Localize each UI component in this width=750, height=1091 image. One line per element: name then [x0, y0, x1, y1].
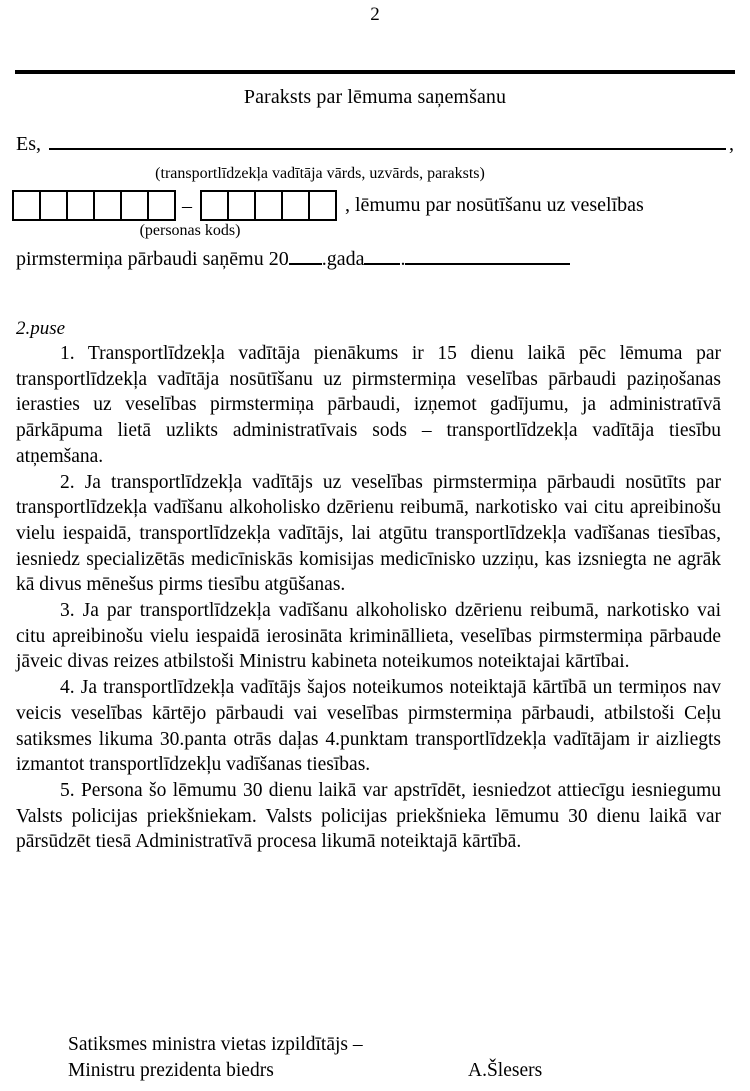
personal-code-box-right-2[interactable]: [227, 190, 256, 221]
page-number: 2: [370, 4, 380, 25]
personal-code-box-left-5[interactable]: [120, 190, 149, 221]
signer-name: A.Šlesers: [468, 1060, 543, 1081]
personal-code-box-left-6[interactable]: [147, 190, 176, 221]
personal-code-caption: (personas kods): [139, 222, 241, 239]
personal-code-box-left-4[interactable]: [93, 190, 122, 221]
received-mid-text: .gada: [321, 248, 365, 270]
personal-code-box-left-2[interactable]: [39, 190, 68, 221]
clause-1: 1. Transportlīdzekļa vadītāja pienākums ir 15 dienu laikā pēc lēmuma par transportlīdzekļa vadītāja nosūtīšanu uz pirmstermiņa veselības pārbaudi paziņošanas ierasties uz veselības pirmstermiņa pārbaudi, izņemot gadījumu, ja administratīvā pārkāpuma lietā uzlikts administratīvais sods – transportlīdzekļa vadītāja tiesību atņemšana.: [16, 343, 721, 467]
header-divider-rule: [15, 70, 735, 74]
personal-code-box-right-3[interactable]: [254, 190, 283, 221]
day-blank[interactable]: [364, 247, 400, 265]
decision-sentence-tail: , lēmumu par nosūtīšanu uz veselības: [345, 194, 644, 216]
clause-4: 4. Ja transportlīdzekļa vadītājs šajos noteikumos noteiktajā kārtībā un termiņos nav veicis veselības kārtējo pārbaudi vai veselības pirmstermiņa pārbaudi, atbilstoši Ceļu satiksmes likuma 30.panta otrās daļas 4.punktam transportlīdzekļa vadītājam ir aizliegts izmantot transportlīdzekļu vadīšanas tiesības.: [16, 677, 721, 776]
clause-3: 3. Ja par transportlīdzekļa vadīšanu alkoholisko dzērienu reibumā, narkotisko vai citu apreibinošu vielu iespaidā ierosināta krimināllieta, veselības pirmstermiņa pārbaude jāveic divas reizes atbilstoši Ministru kabineta noteikumos noteiktajai kārtībai.: [16, 600, 721, 673]
signer-role-line-2-row: [68, 1058, 688, 1084]
signature-block: [68, 1032, 688, 1084]
received-date-row: [16, 247, 570, 271]
received-dot: .: [400, 248, 406, 270]
clause-5: 5. Persona šo lēmumu 30 dienu laikā var apstrīdēt, iesniedzot attiecīgu iesniegumu Valsts policijas priekšniekam. Valsts policijas priekšnieka lēmumu 30 dienu laikā var pārsūdzēt tiesā Administratīvā procesa likumā noteiktajā kārtībā.: [16, 779, 721, 853]
side-label: 2.puse: [16, 318, 66, 339]
personal-code-separator: –: [182, 194, 192, 217]
form-title: Paraksts par lēmuma saņemšanu: [243, 86, 507, 108]
signer-role-line-2: Ministru prezidenta biedrs: [68, 1060, 274, 1081]
personal-code-box-right-5[interactable]: [308, 190, 337, 221]
signature-blank[interactable]: [405, 247, 570, 265]
personal-code-box-left-1[interactable]: [12, 190, 41, 221]
received-prefix-text: pirmstermiņa pārbaudi saņēmu 20: [16, 248, 289, 270]
personal-code-row: [12, 190, 644, 221]
personal-code-box-right-4[interactable]: [281, 190, 310, 221]
personal-code-box-left-3[interactable]: [66, 190, 95, 221]
declarant-name-caption: (transportlīdzekļa vadītāja vārds, uzvārds, paraksts): [155, 165, 485, 182]
personal-code-box-right-1[interactable]: [200, 190, 229, 221]
year-blank[interactable]: [289, 247, 322, 265]
declarant-name-trailing-comma: ,: [729, 133, 734, 155]
signer-role-line-1: Satiksmes ministra vietas izpildītājs –: [68, 1034, 363, 1055]
clause-2: 2. Ja transportlīdzekļa vadītājs uz veselības pirmstermiņa pārbaudi nosūtīts par transportlīdzekļa vadīšanu alkoholisko dzērienu reibumā, narkotisko vai citu apreibinošu vielu iespaidā, transportlīdzekļa vadītājs, lai atgūtu transportlīdzekļa vadīšanas tiesības, iesniedz specializētās medicīniskās komisijas medicīnisko uzziņu, kas izsniegta ne agrāk kā divus mēnešus pirms tiesību atgūšanas.: [16, 471, 721, 596]
clauses-body: [16, 341, 721, 855]
personal-code-right-group[interactable]: [200, 190, 335, 221]
declarant-name-blank[interactable]: [49, 131, 726, 150]
declarant-name-row: [16, 131, 734, 156]
es-label: Es,: [16, 133, 41, 155]
personal-code-left-group[interactable]: [12, 190, 174, 221]
